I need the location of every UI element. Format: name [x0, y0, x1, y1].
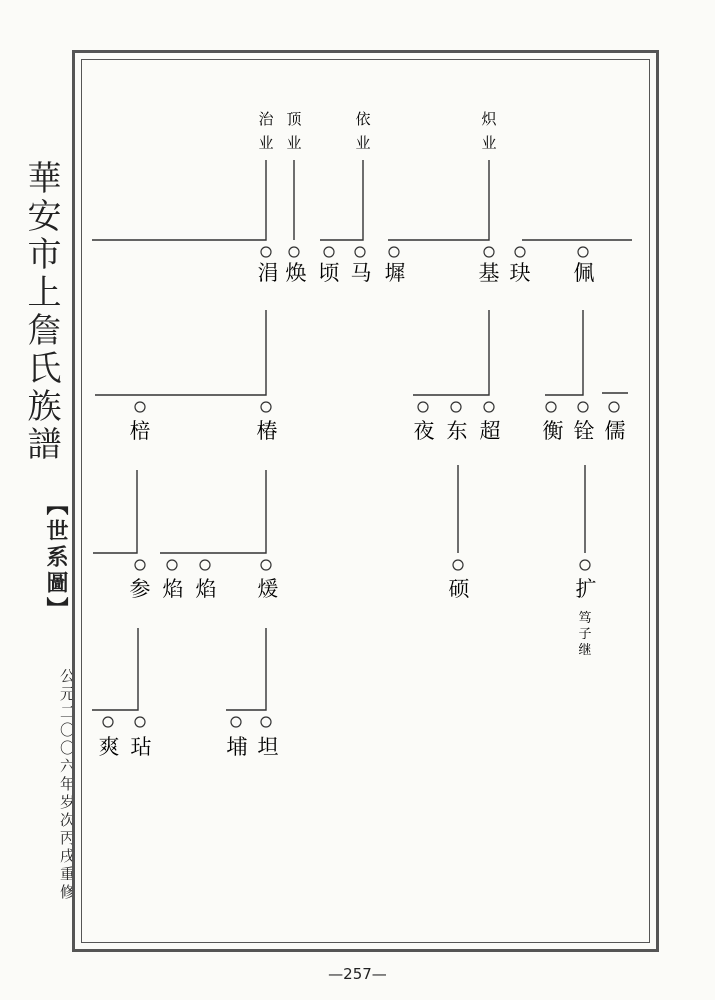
member-name: 参 — [129, 577, 151, 601]
member-name: 扩 — [575, 577, 597, 601]
member-marker — [261, 560, 271, 570]
member-name: 衡 — [542, 419, 564, 443]
member-marker — [546, 402, 556, 412]
note-chiye-1: 炽 — [481, 110, 497, 128]
member-name: 铨 — [573, 419, 595, 443]
member-marker — [261, 247, 271, 257]
note-zhiye-2: 业 — [258, 134, 274, 152]
member-name: 焰 — [162, 577, 184, 601]
member-name: 硕 — [448, 577, 470, 601]
member-marker — [484, 402, 494, 412]
section-label: 【世系圖】 — [43, 493, 69, 623]
member-marker — [609, 402, 619, 412]
member-name: 玦 — [509, 261, 531, 285]
generation-2 — [130, 402, 626, 443]
member-name: 煖 — [257, 577, 279, 601]
member-marker — [578, 402, 588, 412]
member-marker — [167, 560, 177, 570]
member-name: 埔 — [226, 735, 248, 759]
member-name: 东 — [446, 419, 468, 443]
adoption-note-1: 笃 — [578, 611, 592, 626]
member-marker — [289, 247, 299, 257]
generation-1 — [258, 247, 595, 285]
member-marker — [135, 717, 145, 727]
member-marker — [515, 247, 525, 257]
member-marker — [355, 247, 365, 257]
member-name: 焕 — [285, 261, 307, 285]
member-marker — [261, 402, 271, 412]
member-marker — [324, 247, 334, 257]
member-name: 佩 — [573, 261, 595, 285]
page-number: —257— — [328, 965, 387, 983]
member-marker — [453, 560, 463, 570]
top-notes — [258, 110, 497, 152]
member-marker — [578, 247, 588, 257]
member-name: 涓 — [257, 261, 279, 285]
member-name: 焰 — [195, 577, 217, 601]
member-name: 基 — [478, 261, 500, 285]
member-marker — [200, 560, 210, 570]
member-name: 玷 — [130, 735, 152, 759]
member-name: 墀 — [384, 261, 406, 285]
member-name: 椿 — [256, 419, 278, 443]
member-name: 坦 — [257, 735, 279, 759]
member-marker — [484, 247, 494, 257]
member-marker — [231, 717, 241, 727]
revision-date: 公元二〇〇六年岁次丙戌重修 — [58, 668, 76, 902]
member-marker — [135, 402, 145, 412]
member-name: 棓 — [129, 419, 151, 443]
generation-4 — [99, 717, 279, 759]
note-dingye-2: 业 — [286, 134, 302, 152]
genealogy-title: 華安市上詹氏族譜 — [21, 160, 61, 464]
member-marker — [389, 247, 399, 257]
note-zhiye-1: 治 — [258, 110, 274, 128]
member-name: 爽 — [98, 735, 120, 759]
member-name: 儒 — [604, 419, 626, 443]
note-dingye-1: 顶 — [286, 110, 302, 128]
member-name: 超 — [479, 419, 501, 443]
note-chiye-2: 业 — [481, 134, 497, 152]
adoption-note-3: 继 — [578, 643, 592, 658]
note-yiye-1: 依 — [355, 110, 371, 128]
member-marker — [103, 717, 113, 727]
member-name: 顷 — [318, 261, 340, 285]
member-marker — [261, 717, 271, 727]
generation-3 — [130, 560, 597, 658]
member-marker — [451, 402, 461, 412]
adoption-note-2: 子 — [578, 627, 592, 642]
note-yiye-2: 业 — [355, 134, 371, 152]
member-marker — [418, 402, 428, 412]
member-name: 夜 — [413, 419, 435, 443]
member-name: 马 — [350, 261, 372, 285]
member-marker — [580, 560, 590, 570]
member-marker — [135, 560, 145, 570]
